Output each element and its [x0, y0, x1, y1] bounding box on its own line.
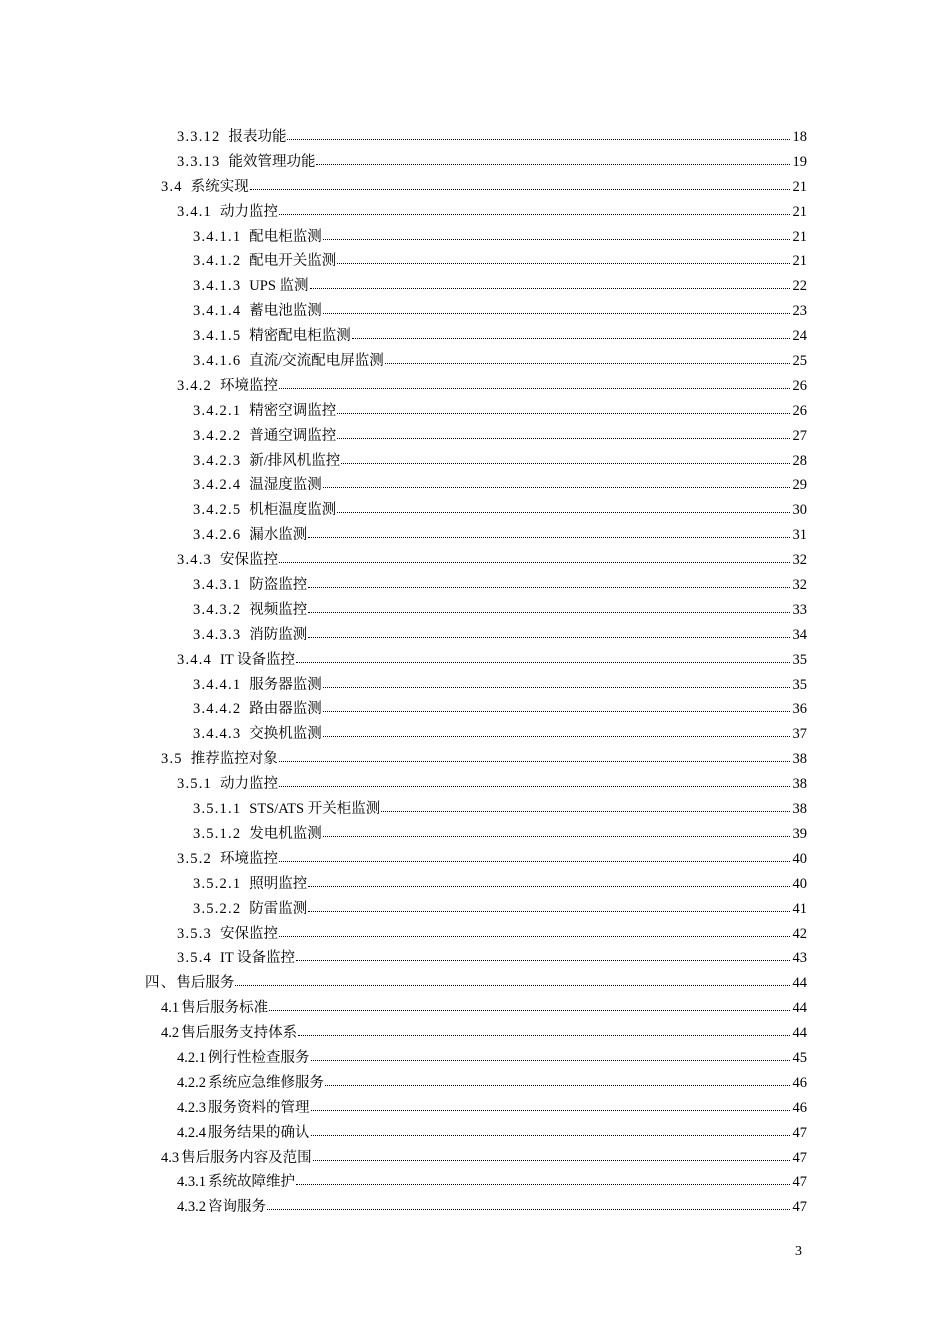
toc-entry-number: 3.4.3.1 [193, 577, 242, 594]
toc-entry-number: 3.5.2.1 [193, 875, 242, 892]
toc-entry-title: 视频监控 [249, 601, 308, 618]
toc-entry-title: 交换机监测 [249, 726, 322, 743]
toc-entry[interactable] [145, 598, 807, 623]
toc-entry-number: 3.4.2 [177, 377, 212, 394]
toc-dot-leader [296, 1170, 790, 1186]
toc-entry-page: 37 [792, 726, 807, 743]
toc-entry[interactable] [145, 399, 807, 424]
toc-entry-title: 动力监控 [220, 203, 278, 220]
toc-dot-leader [323, 822, 790, 838]
toc-entry-page: 31 [792, 527, 807, 544]
toc-entry-number: 4.2.2 [177, 1074, 206, 1091]
toc-entry[interactable] [145, 1071, 807, 1096]
toc-entry-number: 3.5.2 [177, 850, 212, 867]
toc-entry-title: 环境监控 [220, 377, 278, 394]
toc-entry-title: 售后服务标准 [181, 1000, 269, 1017]
toc-entry-page: 25 [792, 353, 807, 370]
toc-entry-number: 3.4.3.2 [193, 601, 242, 618]
toc-entry-page: 34 [792, 626, 807, 643]
toc-entry-page: 39 [792, 825, 807, 842]
toc-entry-page: 18 [792, 129, 807, 145]
toc-entry[interactable] [145, 150, 807, 175]
toc-entry-title: 售后服务 [176, 975, 235, 992]
toc-entry[interactable] [145, 623, 807, 648]
toc-entry-title: 普通空调监控 [249, 427, 337, 444]
toc-entry-title: 例行性检查服务 [208, 1049, 310, 1066]
toc-entry[interactable] [145, 324, 807, 349]
toc-entry-number: 3.4.4.2 [193, 701, 242, 718]
toc-entry-number: 3.4.1.4 [193, 303, 242, 320]
toc-entry[interactable] [145, 424, 807, 449]
toc-entry-page: 32 [792, 577, 807, 594]
toc-entry[interactable] [145, 175, 807, 200]
toc-entry-page: 44 [792, 1000, 807, 1017]
toc-dot-leader [381, 797, 790, 813]
toc-entry-number: 4.2 [161, 1025, 180, 1042]
toc-entry-page: 45 [792, 1049, 807, 1066]
toc-entry-number: 4.3 [161, 1149, 180, 1166]
toc-dot-leader [267, 1195, 790, 1211]
toc-entry-page: 40 [792, 875, 807, 892]
toc-entry[interactable] [145, 797, 807, 822]
toc-entry[interactable] [145, 523, 807, 548]
toc-entry-title: 服务结果的确认 [208, 1124, 310, 1141]
toc-entry-title: 系统故障维护 [208, 1174, 295, 1191]
toc-entry-number: 4.2.1 [177, 1049, 206, 1066]
toc-entry[interactable] [145, 573, 807, 598]
toc-dot-leader [310, 274, 790, 290]
toc-entry-page: 47 [792, 1149, 807, 1166]
toc-entry-number: 3.4.1.6 [193, 353, 242, 370]
toc-entry-title: IT 设备监控 [220, 651, 296, 668]
toc-entry-title: 路由器监测 [249, 701, 322, 718]
toc-entry-page: 43 [792, 950, 807, 967]
toc-entry[interactable] [145, 971, 807, 996]
toc-dot-leader [323, 225, 790, 241]
toc-entry-page: 38 [792, 776, 807, 793]
toc-dot-leader [296, 648, 790, 664]
toc-entry-page: 35 [792, 651, 807, 668]
toc-entry-number: 3.4.4 [177, 651, 212, 668]
toc-entry-title: 消防监测 [249, 626, 308, 643]
toc-dot-leader [279, 548, 790, 564]
toc-entry-title: 发电机监测 [249, 825, 322, 842]
toc-entry-number: 3.5.1.2 [193, 825, 242, 842]
toc-entry[interactable] [145, 1146, 807, 1171]
toc-entry-number: 3.3.13 [177, 153, 221, 170]
toc-entry[interactable] [145, 225, 807, 250]
toc-dot-leader [279, 772, 790, 788]
toc-entry-number: 3.5.3 [177, 925, 212, 942]
toc-entry-number: 3.4.4.1 [193, 676, 242, 693]
toc-entry-number: 3.5.1 [177, 776, 212, 793]
toc-dot-leader [385, 349, 790, 365]
toc-entry-title: 精密配电柜监测 [249, 328, 351, 345]
toc-entry-number: 3.4.2.5 [193, 502, 242, 519]
toc-dot-leader [298, 1021, 790, 1037]
toc-entry-title: 直流/交流配电屏监测 [249, 353, 384, 370]
toc-entry[interactable] [145, 847, 807, 872]
toc-dot-leader [296, 946, 790, 962]
toc-entry-number: 3.4.3 [177, 552, 212, 569]
toc-entry[interactable] [145, 722, 807, 747]
toc-entry[interactable] [145, 1046, 807, 1071]
toc-dot-leader [308, 598, 790, 614]
toc-entry-page: 22 [792, 278, 807, 295]
toc-entry-number: 3.4.1.1 [193, 228, 242, 245]
toc-entry-title: 能效管理功能 [228, 153, 316, 170]
toc-entry[interactable] [145, 299, 807, 324]
toc-dot-leader [279, 922, 790, 938]
toc-entry-page: 46 [792, 1074, 807, 1091]
toc-entry-title: 配电开关监测 [249, 253, 337, 270]
toc-entry[interactable] [145, 200, 807, 225]
toc-entry-title: 咨询服务 [208, 1199, 266, 1216]
page-number: 3 [795, 1244, 802, 1259]
toc-entry[interactable] [145, 548, 807, 573]
toc-entry[interactable] [145, 449, 807, 474]
toc-dot-leader [279, 747, 790, 763]
toc-entry-number: 3.4.1.3 [193, 278, 242, 295]
toc-dot-leader [311, 1046, 791, 1062]
toc-entry-title: 照明监控 [249, 875, 308, 892]
toc-entry-page: 29 [792, 477, 807, 494]
toc-entry-title: UPS 监测 [249, 278, 309, 295]
toc-dot-leader [311, 1121, 791, 1137]
toc-entry-page: 38 [792, 801, 807, 818]
toc-dot-leader [337, 424, 790, 440]
toc-dot-leader [316, 150, 790, 166]
toc-entry-page: 44 [792, 975, 807, 992]
toc-entry-page: 21 [792, 253, 807, 270]
toc-entry[interactable] [145, 1021, 807, 1046]
toc-entry-number: 四、 [145, 975, 177, 992]
toc-entry[interactable] [145, 872, 807, 897]
toc-dot-leader [308, 872, 790, 888]
toc-entry-title: 系统应急维修服务 [208, 1074, 324, 1091]
toc-entry-number: 4.3.1 [177, 1174, 206, 1191]
toc-entry-page: 32 [792, 552, 807, 569]
toc-entry-title: 防盗监控 [249, 577, 308, 594]
toc-entry-title: 安保监控 [220, 552, 278, 569]
toc-entry-title: 新/排风机监控 [249, 452, 341, 469]
toc-dot-leader [287, 125, 790, 141]
toc-entry-number: 4.3.2 [177, 1199, 206, 1216]
toc-entry-page: 47 [792, 1174, 807, 1191]
toc-entry[interactable] [145, 249, 807, 274]
toc-entry-page: 46 [792, 1099, 807, 1116]
toc-dot-leader [308, 897, 790, 913]
toc-dot-leader [269, 996, 790, 1012]
toc-dot-leader [308, 523, 790, 539]
toc-entry-title: 防雷监测 [249, 900, 308, 917]
toc-entry-number: 3.4.1 [177, 203, 212, 220]
toc-entry-title: 报表功能 [228, 129, 287, 145]
toc-dot-leader [323, 697, 790, 713]
toc-entry-title: 系统实现 [190, 178, 249, 195]
toc-entry-number: 3.3.12 [177, 129, 221, 145]
toc-entry-number: 3.4.4.3 [193, 726, 242, 743]
toc-entry-page: 42 [792, 925, 807, 942]
toc-dot-leader [337, 249, 790, 265]
toc-entry-title: 推荐监控对象 [190, 751, 278, 768]
toc-entry[interactable] [145, 772, 807, 797]
toc-entry-page: 44 [792, 1025, 807, 1042]
toc-entry-page: 21 [792, 228, 807, 245]
toc-entry-page: 47 [792, 1199, 807, 1216]
toc-entry-title: 安保监控 [220, 925, 278, 942]
toc-entry-number: 3.4.1.2 [193, 253, 242, 270]
toc-entry-page: 27 [792, 427, 807, 444]
toc-entry[interactable] [145, 747, 807, 772]
toc-entry-number: 3.4.2.4 [193, 477, 242, 494]
toc-dot-leader [308, 573, 790, 589]
toc-entry-title: 环境监控 [220, 850, 278, 867]
toc-entry-page: 38 [792, 751, 807, 768]
toc-entry-title: 服务资料的管理 [208, 1099, 310, 1116]
toc-dot-leader [337, 498, 790, 514]
toc-dot-leader [311, 1096, 791, 1112]
toc-entry[interactable] [145, 1195, 807, 1220]
toc-dot-leader [279, 200, 790, 216]
toc-entry-title: STS/ATS 开关柜监测 [249, 801, 381, 818]
toc-dot-leader [323, 473, 790, 489]
toc-entry-number: 3.4.2.1 [193, 402, 242, 419]
toc-entry-page: 35 [792, 676, 807, 693]
toc-entry-title: 精密空调监控 [249, 402, 337, 419]
toc-dot-leader [250, 175, 790, 191]
toc-dot-leader [279, 847, 790, 863]
toc-entry-page: 41 [792, 900, 807, 917]
toc-entry-number: 3.4.2.6 [193, 527, 242, 544]
toc-entry[interactable] [145, 996, 807, 1021]
toc-entry-title: 售后服务支持体系 [181, 1025, 298, 1042]
toc-entry[interactable] [145, 648, 807, 673]
toc-entry[interactable] [145, 1170, 807, 1195]
toc-entry[interactable] [145, 822, 807, 847]
toc-entry-title: 温湿度监测 [249, 477, 322, 494]
toc-entry[interactable] [145, 1121, 807, 1146]
toc-entry-title: 机柜温度监测 [249, 502, 337, 519]
toc-entry-title: 动力监控 [220, 776, 278, 793]
toc-dot-leader [279, 374, 790, 390]
toc-dot-leader [325, 1071, 790, 1087]
toc-entry[interactable] [145, 125, 807, 150]
toc-dot-leader [352, 324, 790, 340]
toc-dot-leader [235, 971, 790, 987]
toc-entry-page: 47 [792, 1124, 807, 1141]
toc-entry[interactable] [145, 897, 807, 922]
toc-entry-number: 3.5 [161, 751, 183, 768]
toc-entry-page: 21 [792, 203, 807, 220]
toc-entry[interactable] [145, 697, 807, 722]
toc-entry-page: 30 [792, 502, 807, 519]
toc-entry-number: 3.5.1.1 [193, 801, 242, 818]
toc-dot-leader [313, 1146, 790, 1162]
toc-entry-page: 21 [792, 178, 807, 195]
toc-entry-page: 28 [792, 452, 807, 469]
toc-entry-number: 3.4.2.2 [193, 427, 242, 444]
toc-entry-page: 33 [792, 601, 807, 618]
toc-entry-page: 26 [792, 377, 807, 394]
toc-entry-number: 4.2.4 [177, 1124, 206, 1141]
toc-entry[interactable] [145, 349, 807, 374]
toc-dot-leader [323, 299, 790, 315]
toc-entry-number: 3.4.1.5 [193, 328, 242, 345]
toc-entry-title: 服务器监测 [249, 676, 322, 693]
toc-entry-page: 23 [792, 303, 807, 320]
toc-entry-title: 售后服务内容及范围 [181, 1149, 312, 1166]
toc-dot-leader [323, 673, 790, 689]
toc-dot-leader [323, 722, 790, 738]
toc-entry-number: 4.1 [161, 1000, 180, 1017]
toc-entry-title: IT 设备监控 [220, 950, 296, 967]
toc-entry-title: 配电柜监测 [249, 228, 322, 245]
toc-entry-number: 3.4 [161, 178, 183, 195]
toc-entry-number: 3.4.3.3 [193, 626, 242, 643]
toc-entry-page: 40 [792, 850, 807, 867]
toc-entry[interactable] [145, 922, 807, 947]
toc-dot-leader [308, 623, 790, 639]
toc-entry-page: 26 [792, 402, 807, 419]
toc-entry[interactable] [145, 473, 807, 498]
toc-entry-title: 漏水监测 [249, 527, 308, 544]
toc-entry[interactable] [145, 374, 807, 399]
toc-entry-page: 36 [792, 701, 807, 718]
toc-entry-number: 3.5.2.2 [193, 900, 242, 917]
toc-dot-leader [337, 399, 790, 415]
toc-entry[interactable] [145, 673, 807, 698]
toc-entry-page: 24 [792, 328, 807, 345]
toc-entry-number: 3.4.2.3 [193, 452, 242, 469]
toc-entry[interactable] [145, 946, 807, 971]
toc-entry[interactable] [145, 1096, 807, 1121]
toc-dot-leader [341, 449, 790, 465]
toc-entry-title: 蓄电池监测 [249, 303, 322, 320]
toc-entry[interactable] [145, 498, 807, 523]
table-of-contents [145, 125, 807, 1220]
toc-entry-page: 19 [792, 153, 807, 170]
toc-entry-number: 3.5.4 [177, 950, 212, 967]
toc-entry-number: 4.2.3 [177, 1099, 206, 1116]
toc-entry[interactable] [145, 274, 807, 299]
